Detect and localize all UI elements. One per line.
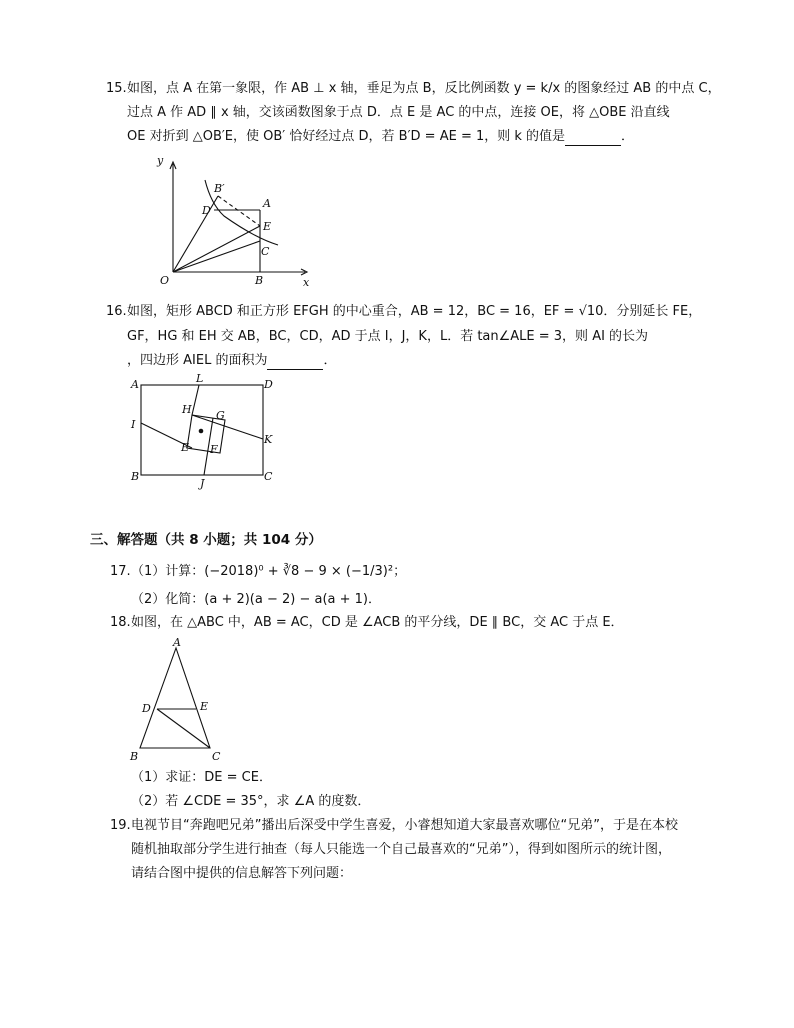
problem-19-number: 19. xyxy=(110,818,131,833)
center-dot xyxy=(199,429,204,434)
label-E: E xyxy=(200,700,209,713)
problem-17-part2: （2）化简：(a + 2)(a − 2) − a(a + 1)． xyxy=(131,592,382,607)
label-D: D xyxy=(264,378,273,391)
figure-18 xyxy=(125,636,230,766)
problem-18-number: 18. xyxy=(110,615,131,630)
problem-17-part1: （1）计算：(−2018)⁰ + ∛8 − 9 × (−1/3)²； xyxy=(131,564,407,579)
segment-DC xyxy=(157,709,210,748)
label-A: A xyxy=(131,378,139,391)
label-H: H xyxy=(182,403,192,416)
label-I: I xyxy=(131,418,136,431)
problem-15-line1: 如图，点 A 在第一象限，作 AB ⊥ x 轴，垂足为点 B，反比例函数 y = k/x 的图象经过 AB 的中点 C， xyxy=(127,81,721,96)
problem-15-line3-end: ． xyxy=(621,129,635,144)
label-D: D xyxy=(142,702,151,715)
problem-16-number: 16. xyxy=(106,304,127,319)
segment-LH xyxy=(192,385,199,415)
label-B: B xyxy=(255,274,264,287)
problem-15-line3 xyxy=(127,128,634,146)
problem-18-stem: 如图，在 △ABC 中，AB = AC，CD 是 ∠ACB 的平分线，DE ∥ BC，交 AC 于点 E． xyxy=(131,615,624,630)
problem-15-line3-text: OE 对折到 △OB′E，使 OB′ 恰好经过点 D，若 B′D = AE = 1，则 k 的值是 xyxy=(127,129,566,144)
label-x: x xyxy=(303,276,310,289)
label-E: E xyxy=(263,220,272,233)
problem-15-line2: 过点 A 作 AD ∥ x 轴，交该函数图象于点 D．点 E 是 AC 的中点，连接 OE，将 △OBE 沿直线 xyxy=(127,105,670,120)
problem-19-line3: 请结合图中提供的信息解答下列问题： xyxy=(131,866,353,881)
segment-BpE-dashed xyxy=(218,196,260,226)
label-L: L xyxy=(196,372,204,385)
problem-16-line1: 如图，矩形 ABCD 和正方形 EFGH 的中心重合，AB = 12，BC = 16，EF = √10．分别延长 FE， xyxy=(127,304,702,319)
label-D: D xyxy=(202,204,211,217)
figure-15 xyxy=(145,150,320,290)
problem-18-part2: （2）若 ∠CDE = 35°，求 ∠A 的度数． xyxy=(131,794,371,809)
problem-16-line3-end: ． xyxy=(323,353,337,368)
problem-18-part1: （1）求证：DE = CE． xyxy=(131,770,272,785)
problem-19-line2: 随机抽取部分学生进行抽查（每人只能选一个自己最喜欢的“兄弟”），得到如图所示的统计图， xyxy=(131,842,671,857)
segment-HK xyxy=(192,415,263,439)
problem-15-number: 15. xyxy=(106,81,127,96)
figure-16 xyxy=(128,370,288,492)
label-F: F xyxy=(210,443,218,456)
problem-19-line1: 电视节目“奔跑吧兄弟”播出后深受中学生喜爱，小睿想知道大家最喜欢哪位“兄弟”，于是在本校 xyxy=(131,818,678,833)
label-J: J xyxy=(200,477,205,490)
problem-16-line3 xyxy=(127,352,336,370)
label-E: E xyxy=(181,441,190,454)
section-3-title: 三、解答题（共 8 小题；共 104 分） xyxy=(90,532,322,548)
triangle-ABC xyxy=(140,648,210,748)
label-y: y xyxy=(157,154,164,167)
label-Bp: B′ xyxy=(214,182,225,195)
problem-17-number: 17. xyxy=(110,564,131,579)
label-G: G xyxy=(216,409,225,422)
label-A: A xyxy=(173,636,181,649)
label-A: A xyxy=(263,197,271,210)
problem-16-line3-text: ，四边形 AIEL 的面积为 xyxy=(127,353,268,368)
segment-OC xyxy=(173,241,260,272)
answer-blank xyxy=(565,145,621,146)
label-B: B xyxy=(131,470,140,483)
problem-16-line2: GF，HG 和 EH 交 AB，BC，CD，AD 于点 I，J，K，L．若 tan∠ALE = 3，则 AI 的长为 xyxy=(127,329,649,344)
label-C: C xyxy=(212,750,221,763)
label-K: K xyxy=(264,433,273,446)
label-C: C xyxy=(261,245,270,258)
label-C: C xyxy=(264,470,273,483)
label-O: O xyxy=(160,274,170,287)
label-B: B xyxy=(130,750,139,763)
